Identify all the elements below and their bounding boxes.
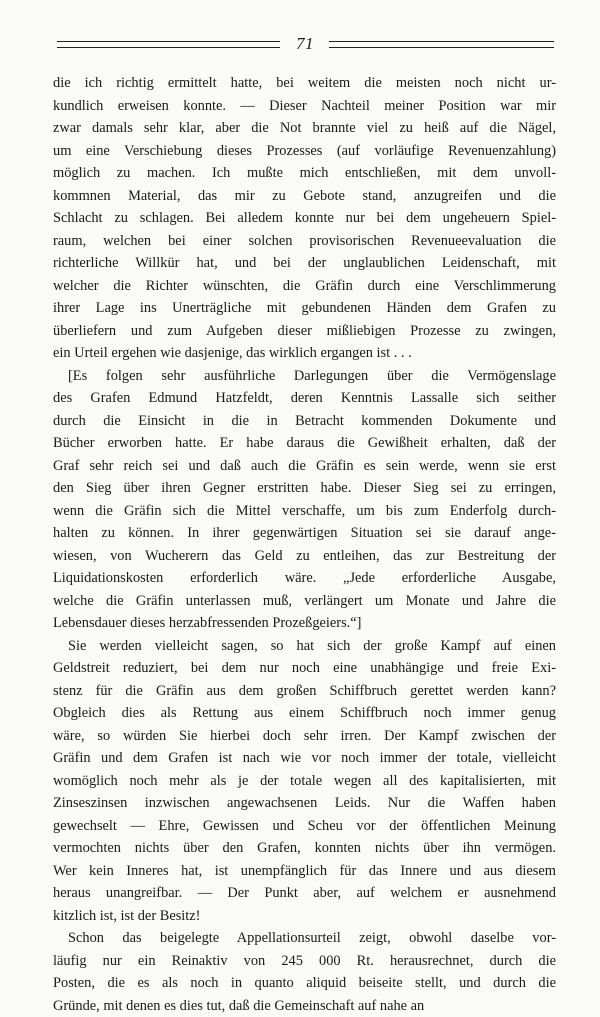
text-line: den Sieg über ihren Gegner erstritten habe. Dieser Sieg sei zu erringen, [53, 477, 556, 500]
text-line: Bücher erworben hatte. Er habe daraus die Gewißheit erhalten, daß der [53, 432, 556, 455]
text-line: Gräfin und dem Grafen ist nach wie vor noch immer der totale, vielleicht [53, 747, 556, 770]
text-line: Obgleich dies als Rettung aus einem Schiffbruch noch immer genug [53, 702, 556, 725]
text-line: Geldstreit reduziert, bei dem nur noch eine unabhängige und freie Exi- [53, 657, 556, 680]
text-line: möglich zu machen. Ich mußte mich entschließen, mit dem unvoll- [53, 162, 556, 185]
text-line: ein Urteil ergehen wie dasjenige, das wirklich ergangen ist . . . [53, 342, 556, 365]
text-line: Liquidationskosten erforderlich wäre. „Jede erforderliche Ausgabe, [53, 567, 556, 590]
paragraph [53, 927, 556, 1017]
paragraph [53, 635, 556, 928]
text-line: Wer kein Inneres hat, ist unempfänglich für das Innere und aus diesem [53, 860, 556, 883]
text-line: durch die Einsicht in die in Betracht kommenden Dokumente und [53, 410, 556, 433]
text-line: des Grafen Edmund Hatzfeldt, deren Kenntnis Lassalle sich seither [53, 387, 556, 410]
text-line: die ich richtig ermittelt hatte, bei weitem die meisten noch nicht ur- [53, 72, 556, 95]
text-line: heraus unangreifbar. — Der Punkt aber, auf welchem er ausnehmend [53, 882, 556, 905]
text-line: vermochten nichts über den Grafen, konnten nichts über ihn vermögen. [53, 837, 556, 860]
text-line: wenn die Gräfin sich die Mittel verschaffe, um bis zum Enderfolg durch- [53, 500, 556, 523]
text-line: welcher die Richter wünschten, die Gräfin durch eine Verschlimmerung [53, 275, 556, 298]
text-line: stenz für die Gräfin aus dem großen Schiffbruch gerettet werden kann? [53, 680, 556, 703]
text-line: kundlich erweisen konnte. — Dieser Nachteil meiner Position war mir [53, 95, 556, 118]
paragraph [53, 365, 556, 635]
double-rule-left [57, 41, 280, 48]
text-line: um eine Verschiebung dieses Prozesses (auf vorläufige Revenuenzahlung) [53, 140, 556, 163]
text-line: kitzlich ist, ist der Besitz! [53, 905, 556, 928]
text-line: [Es folgen sehr ausführliche Darlegungen über die Vermögenslage [53, 365, 556, 388]
text-line: womöglich noch mehr als je der totale wegen all des kapitalisierten, mit [53, 770, 556, 793]
text-line: kommnen Material, das mir zu Gebote stand, anzugreifen und die [53, 185, 556, 208]
text-line: raum, welchen bei einer solchen provisorischen Revenueevaluation die [53, 230, 556, 253]
text-line: überliefern und zum Aufgeben dieser mißliebigen Prozesse zu zwingen, [53, 320, 556, 343]
text-line: läufig nur ein Reinaktiv von 245 000 Rt. herausrechnet, durch die [53, 950, 556, 973]
text-line: Zinseszinsen inzwischen angewachsenen Leids. Nur die Waffen haben [53, 792, 556, 815]
text-line: Schlacht zu schlagen. Bei alledem konnte nur bei dem ungeheuern Spiel- [53, 207, 556, 230]
text-line: welche die Gräfin unterlassen muß, verlängert um Monate und Jahre die [53, 590, 556, 613]
double-rule-right [329, 41, 554, 48]
text-line: Graf sehr reich sei und daß auch die Gräfin es sein werde, wenn sie erst [53, 455, 556, 478]
paragraph [53, 72, 556, 365]
running-head [55, 33, 555, 55]
text-line: Gründe, mit denen es dies tut, daß die Gemeinschaft auf nahe an [53, 995, 556, 1017]
text-line: Sie werden vielleicht sagen, so hat sich der große Kampf auf einen [53, 635, 556, 658]
text-line: Posten, die es als noch in quanto aliquid beiseite stellt, und durch die [53, 972, 556, 995]
text-line: ihrer Lage ins Unerträgliche mit gebundenen Händen dem Grafen zu [53, 297, 556, 320]
text-line: gewechselt — Ehre, Gewissen und Scheu vor der öffentlichen Meinung [53, 815, 556, 838]
text-line: zwar damals sehr klar, aber die Not brannte viel zu heiß auf die Nägel, [53, 117, 556, 140]
text-line: wäre, so würden Sie hierbei doch sehr irren. Der Kampf zwischen der [53, 725, 556, 748]
text-line: Lebensdauer dieses herzabfressenden Prozeßgeiers.“] [53, 612, 556, 635]
text-line: richterliche Willkür hat, und bei der unglaublichen Leidenschaft, mit [53, 252, 556, 275]
page-number: 71 [281, 33, 329, 55]
text-line: halten zu können. In ihrer gegenwärtigen Situation sei sie darauf ange- [53, 522, 556, 545]
body-text [53, 72, 556, 1017]
text-line: wiesen, von Wucherern das Geld zu entleihen, das zur Bestreitung der [53, 545, 556, 568]
text-line: Schon das beigelegte Appellationsurteil zeigt, obwohl daselbe vor- [53, 927, 556, 950]
